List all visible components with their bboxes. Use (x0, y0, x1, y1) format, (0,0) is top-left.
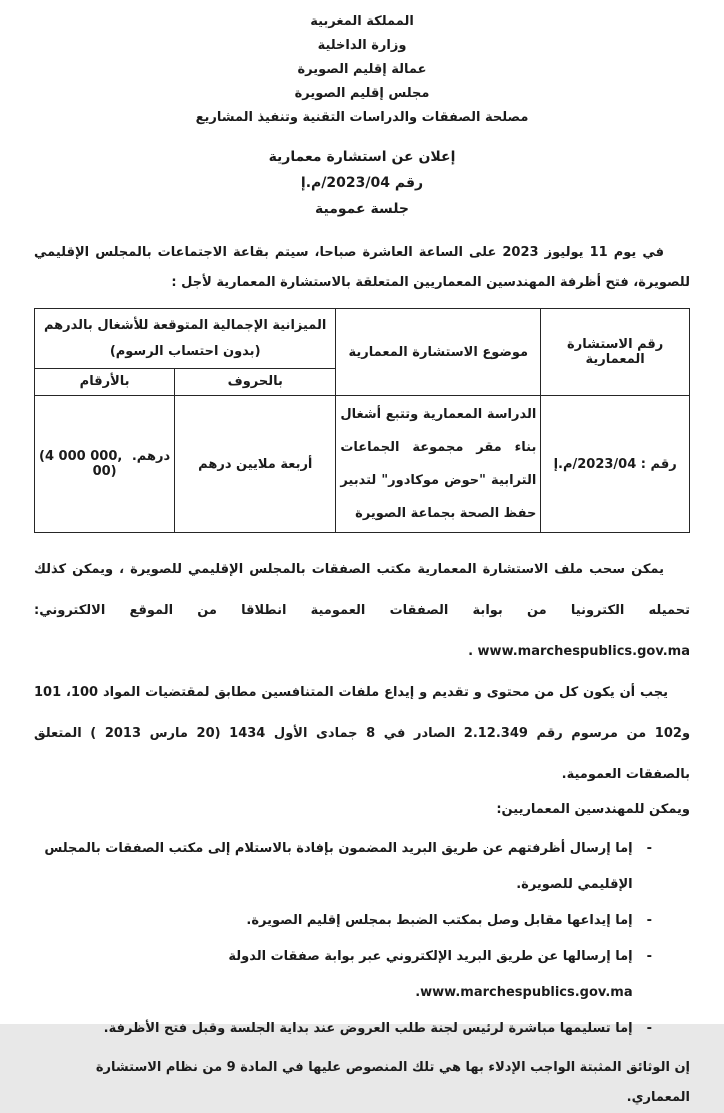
letterhead-line-council: مجلس إقليم الصويرة (294, 86, 430, 101)
list-item (34, 903, 652, 939)
col-header-budget (35, 309, 336, 369)
col-header-consultation-subject: موضوع الاستشارة المعمارية (336, 309, 541, 396)
dash-marker: - (646, 913, 652, 928)
budget-header-line1: الميزانية الإجمالية المتوقعة للأشغال بالدرهم (43, 317, 327, 333)
cell-amount-figures (35, 396, 175, 533)
paragraph-options-lead: ويمكن للمهندسين المعماريين: (496, 802, 690, 817)
col-header-in-figures: بالأرقام (35, 369, 175, 396)
amount-currency: درهم. (131, 449, 171, 464)
col-header-in-letters: بالحروف (175, 369, 336, 396)
list-item-text: إما تسليمها مباشرة لرئيس لجنة طلب العروض عند بداية الجلسة وقبل فتح الأظرفة. (103, 1021, 633, 1036)
closing-paragraph: إن الوثائق المثبتة الواجب الإدلاء بها هي تلك المنصوص عليها في المادة 9 من نظام الاستشارة المعماري. (95, 1060, 690, 1105)
consultation-table (34, 308, 690, 533)
intro-paragraph: في يوم 11 يوليوز 2023 على الساعة العاشرة صباحا، سيتم بقاعة الاجتماعات بالمجلس الإقليمي للصويرة، فتح أظرفة المهندسين المعماريين المتعلقة بالاستشارة المعمارية لأجل : (34, 245, 690, 290)
cell-amount-letters: أربعة ملايين درهم (175, 396, 336, 533)
budget-header-line2: (بدون احتساب الرسوم) (109, 343, 261, 359)
dash-marker: - (646, 949, 652, 964)
list-item (34, 939, 652, 1011)
title-block (34, 144, 690, 222)
options-list (34, 831, 690, 1047)
letterhead (34, 10, 690, 130)
cell-consultation-subject: الدراسة المعمارية وتتبع أشغال بناء مقر مجموعة الجماعات الترابية "حوض موكادور" لتدبير حفظ الصحة بجماعة الصويرة (336, 396, 541, 533)
cell-consultation-number: رقم : 2023/04/م.إ (541, 396, 690, 533)
dash-marker: - (646, 1021, 652, 1036)
paragraph-withdrawal-info: يمكن سحب ملف الاستشارة المعمارية مكتب الصفقات بالمجلس الإقليمي للصويرة ، ويمكن كذلك تحميله الكترونيا من بوابة الصفقات العمومية انطلاقا من الموقع الالكتروني: www.marchespublics.gov.ma . (34, 562, 690, 659)
table-header-row (35, 309, 690, 369)
col-header-consultation-number: رقم الاستشارة المعمارية (541, 309, 690, 396)
letterhead-line-ministry: وزارة الداخلية (317, 38, 407, 53)
list-item (34, 1011, 652, 1047)
list-item (34, 831, 652, 903)
dash-marker: - (646, 841, 652, 856)
doc-title: إعلان عن استشارة معمارية (268, 149, 456, 165)
letterhead-line-kingdom: المملكة المغربية (310, 14, 414, 29)
doc-reference-number: رقم 2023/04/م.إ (300, 175, 424, 191)
list-item-text: إما إرسالها عن طريق البريد الإلكتروني عبر بوابة صفقات الدولة www.marchespublics.gov.ma. (228, 949, 633, 1000)
table-row (35, 396, 690, 533)
letterhead-line-prefecture: عمالة إقليم الصويرة (297, 62, 427, 77)
doc-session-type: جلسة عمومية (314, 201, 409, 217)
paragraph-decree-requirements: يجب أن يكون كل من محتوى و تقديم و إيداع ملفات المتنافسين مطابق لمقتضيات المواد 100، 101 و102 من مرسوم رقم 2.12.349 الصادر في 8 جمادى الأول 1434 (20 مارس 2013 ) المتعلق بالصفقات العمومية. (34, 685, 691, 782)
letterhead-line-department: مصلحة الصفقات والدراسات التقنية وتنفيذ المشاريع (195, 110, 529, 125)
list-item-text: إما إيداعها مقابل وصل بمكتب الضبط بمجلس إقليم الصويرة. (246, 913, 633, 928)
list-item-text: إما إرسال أظرفتهم عن طريق البريد المضمون بإفادة بالاستلام إلى مكتب الصفقات بالمجلس الإقليمي للصويرة. (44, 841, 633, 892)
amount-number: (4 000 000, 00) (39, 449, 123, 479)
